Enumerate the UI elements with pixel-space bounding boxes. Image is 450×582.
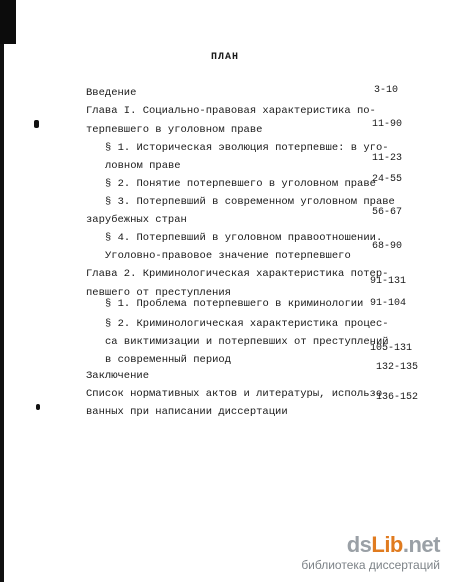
- toc-page-ch1-s2: 24-55: [372, 174, 403, 185]
- toc-page-ch2-s1: 91-104: [370, 298, 407, 309]
- toc-page-ch1-s1: 11-23: [372, 153, 403, 164]
- toc-page-chapter2: 91-131: [370, 276, 407, 287]
- toc-line-ch1-s1-cont: ловном праве: [105, 160, 181, 172]
- toc-line-intro: Введение: [86, 87, 137, 99]
- toc-line-chapter2: Глава 2. Криминологическая характеристика потер-: [86, 268, 389, 280]
- toc-page-ch1-s3: 56-67: [372, 207, 403, 218]
- toc-page-chapter1: 11-90: [372, 119, 403, 130]
- toc-line-ch1-s4-cont: Уголовно-правовое значение потерпевшего: [105, 250, 351, 262]
- toc-page-intro: 3-10: [374, 85, 399, 96]
- dslib-watermark: [301, 534, 440, 572]
- toc-line-bibliography: Список нормативных актов и литературы, использо-: [86, 388, 389, 400]
- toc-line-chapter1: Глава I. Социально-правовая характеристика по-: [86, 105, 376, 117]
- toc-line-bibliography-cont: ванных при написании диссертации: [86, 406, 288, 418]
- toc-line-ch2-s2-cont: са виктимизации и потерпевших от преступлений: [105, 336, 389, 348]
- toc-line-ch1-s4: § 4. Потерпевший в уголовном правоотношении.: [105, 232, 383, 244]
- toc-page-ch1-s4: 68-90: [372, 241, 403, 252]
- toc-line-chapter2-cont: певшего от преступления: [86, 287, 231, 299]
- toc-line-ch2-s2-cont2: в современный период: [105, 354, 232, 366]
- toc-line-ch1-s3: § 3. Потерпевший в современном уголовном праве: [105, 196, 395, 208]
- toc-line-chapter1-cont: терпевшего в уголовном праве: [86, 124, 263, 136]
- toc-line-ch1-s1: § 1. Историческая эволюция потерпевше: в уго-: [105, 142, 389, 154]
- toc-line-conclusion: Заключение: [86, 370, 150, 382]
- dslib-subtitle: библиотека диссертаций: [301, 558, 440, 572]
- toc-line-ch2-s1: § 1. Проблема потерпевшего в криминологии: [105, 298, 364, 310]
- toc-page-ch2-s2: 105-131: [370, 343, 413, 354]
- toc-page-bibliography: 136-152: [376, 392, 419, 403]
- toc-page-conclusion: 132-135: [376, 362, 419, 373]
- toc-line-ch2-s2: § 2. Криминологическая характеристика процес-: [105, 318, 389, 330]
- page-title: ПЛАН: [210, 52, 239, 63]
- toc-line-ch1-s2: § 2. Понятие потерпевшего в уголовном праве: [105, 178, 376, 190]
- toc-line-ch1-s3-cont: зарубежных стран: [86, 214, 187, 226]
- dslib-logo: dsLib.net: [346, 532, 440, 557]
